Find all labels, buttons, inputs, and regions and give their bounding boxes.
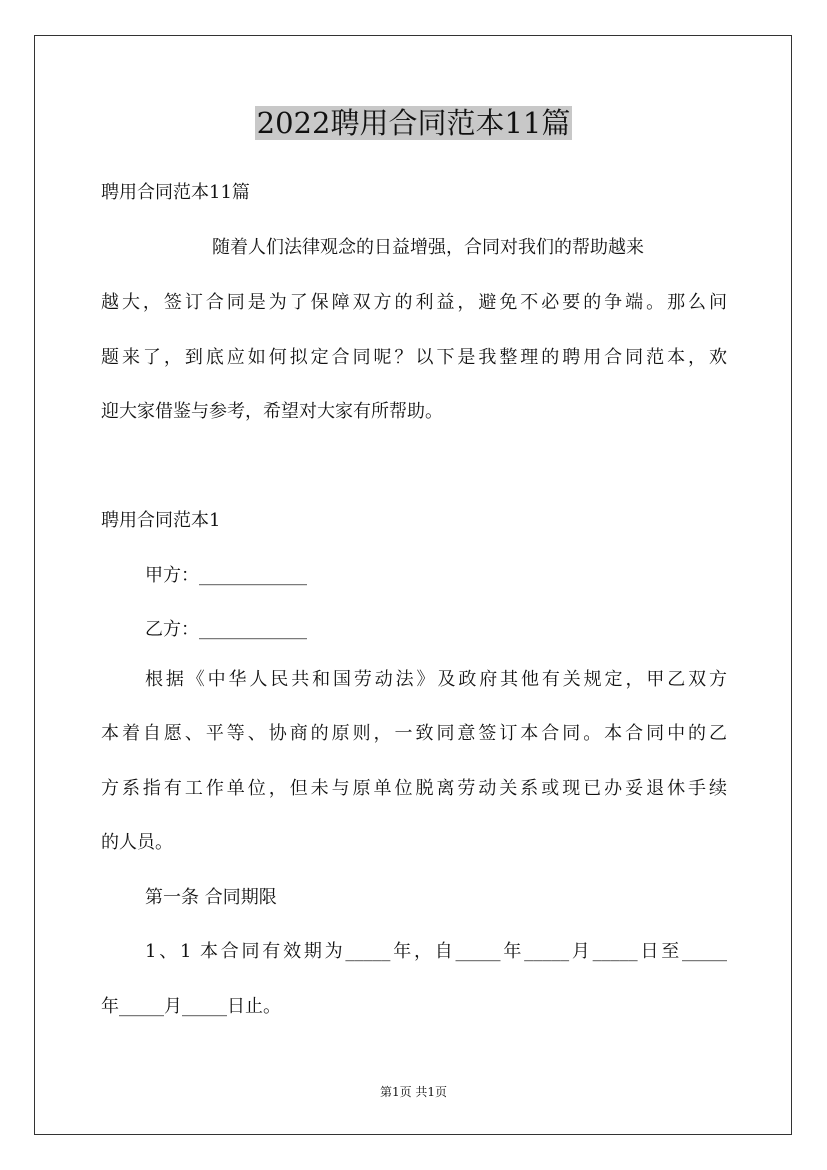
clause-line-1: 1、1 本合同有效期为_____年，自_____年_____月_____日至_____ — [145, 941, 727, 962]
document-title-text: 2022聘用合同范本11篇 — [256, 106, 571, 140]
page-number-footer: 第1页 共1页 — [379, 1085, 448, 1099]
intro-line-4: 迎大家借鉴与参考，希望对大家有所帮助。 — [101, 401, 443, 422]
article-heading: 第一条 合同期限 — [145, 887, 277, 908]
party-a-field: 甲方：____________ — [145, 565, 307, 586]
intro-line-2: 越大，签订合同是为了保障双方的利益，避免不必要的争端。那么问 — [101, 292, 727, 313]
body-line-3: 方系指有工作单位，但未与原单位脱离劳动关系或现已办妥退休手续 — [101, 778, 727, 799]
body-line-2: 本着自愿、平等、协商的原则，一致同意签订本合同。本合同中的乙 — [101, 723, 727, 744]
party-b-field: 乙方：____________ — [145, 619, 307, 640]
document-subtitle: 聘用合同范本11篇 — [101, 182, 250, 203]
intro-line-3: 题来了，到底应如何拟定合同呢？以下是我整理的聘用合同范本，欢 — [101, 347, 727, 368]
clause-line-2: 年_____月_____日止。 — [101, 996, 281, 1017]
body-line-4: 的人员。 — [101, 832, 173, 853]
intro-line-1: 随着人们法律观念的日益增强，合同对我们的帮助越来 — [212, 237, 644, 258]
body-line-1: 根据《中华人民共和国劳动法》及政府其他有关规定，甲乙双方 — [145, 669, 727, 690]
section-heading: 聘用合同范本1 — [101, 510, 221, 531]
document-title — [0, 101, 827, 145]
